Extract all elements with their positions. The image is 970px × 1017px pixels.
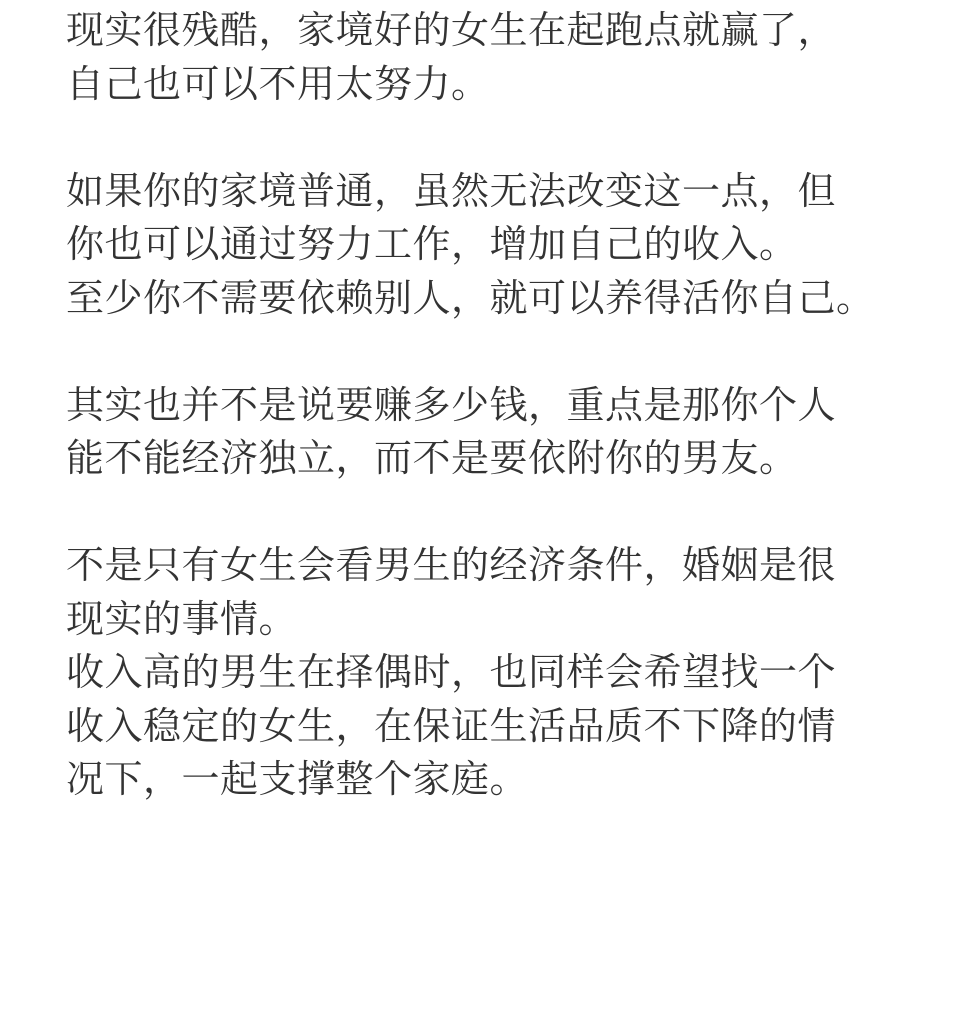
text-line: 自己也可以不用太努力。 xyxy=(66,61,490,106)
paragraph-4 xyxy=(66,539,946,807)
text-line: 其实也并不是说要赚多少钱，重点是那你个人 xyxy=(66,382,837,427)
text-line: 至少你不需要依赖别人，就可以养得活你自己。 xyxy=(66,275,875,320)
paragraph-1 xyxy=(66,4,946,111)
paragraph-2 xyxy=(66,165,946,326)
text-line: 你也可以通过努力工作，增加自己的收入。 xyxy=(66,222,798,266)
text-line: 不是只有女生会看男生的经济条件，婚姻是很 xyxy=(66,543,837,587)
text-line: 现实很残酷，家境好的女生在起跑点就赢了， xyxy=(66,8,837,52)
text-line: 现实的事情。 xyxy=(66,596,298,641)
text-line: 收入稳定的女生，在保证生活品质不下降的情 xyxy=(66,703,837,748)
text-line: 况下，一起支撑整个家庭。 xyxy=(66,757,529,801)
text-line: 能不能经济独立，而不是要依附你的男友。 xyxy=(66,436,798,480)
paragraph-3 xyxy=(66,379,946,486)
article-body xyxy=(66,4,946,807)
text-line: 收入高的男生在择偶时，也同样会希望找一个 xyxy=(66,650,837,694)
text-line: 如果你的家境普通，虽然无法改变这一点，但 xyxy=(66,168,837,213)
